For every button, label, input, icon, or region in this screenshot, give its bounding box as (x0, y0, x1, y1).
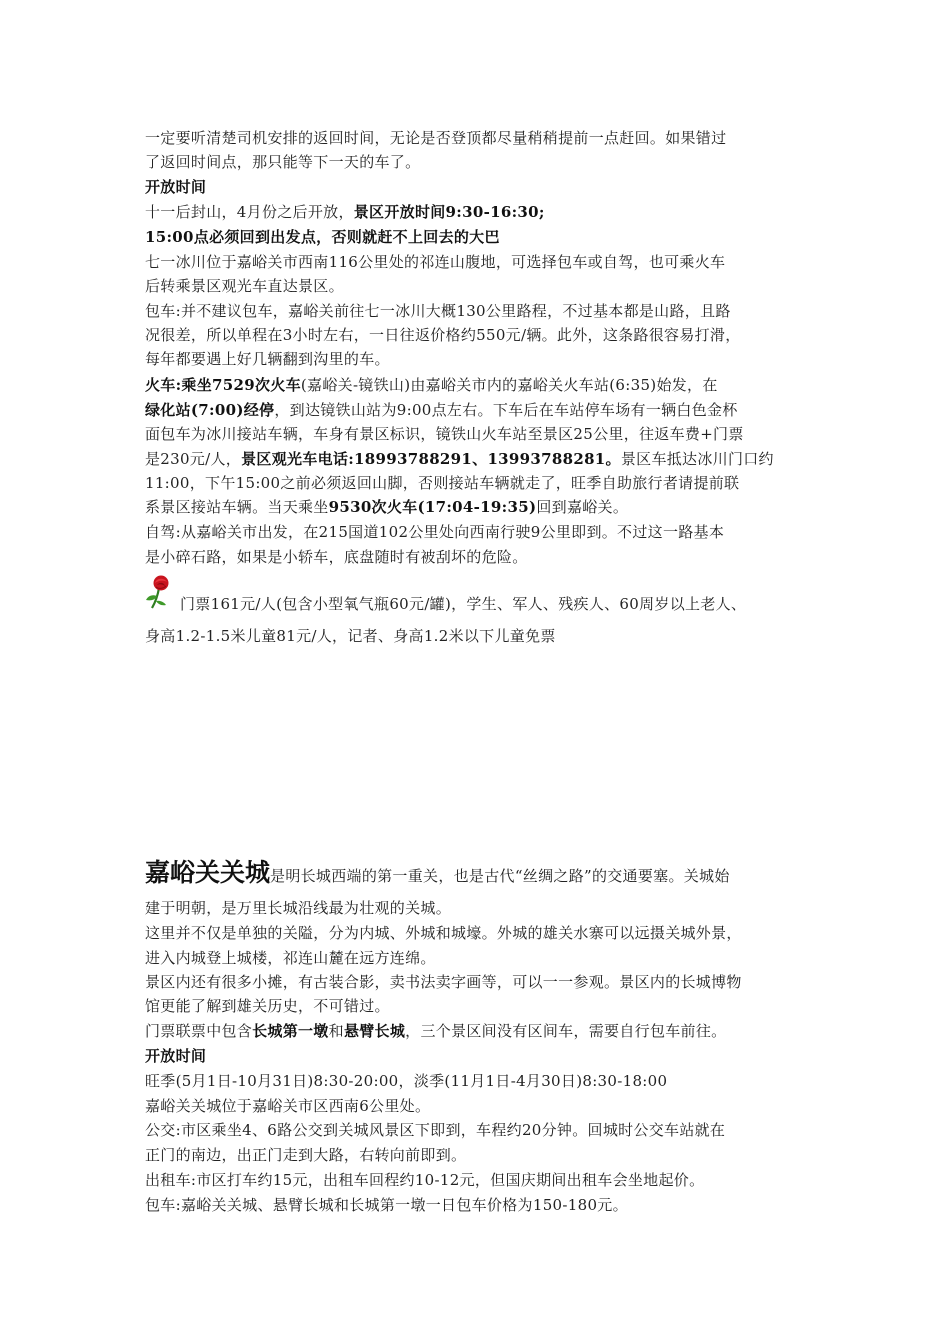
charter-line-2: 况很差，所以单程在3小时左右，一日往返价格约550元/辆。此外，这条路很容易打滑， (145, 326, 741, 344)
self-drive-line-1: 自驾:从嘉峪关市出发，在215国道102公里处向西南行驶9公里即到。不过这一路基本 (145, 523, 725, 541)
shuttle-phone: 景区观光车电话:18993788291、13993788281。 (241, 450, 621, 468)
ticket-line-1: 门票161元/人(包含小型氧气瓶60元/罐)，学生、军人、残疾人、60周岁以上老人、 (180, 595, 747, 613)
open-hours-text: 十一后封山，4月份之后开放， (145, 203, 354, 221)
open-hours-time: 景区开放时间9:30-16:30; (353, 203, 545, 221)
return-deadline: 15:00点必须回到出发点，否则就赶不上回去的大巴 (145, 228, 500, 246)
return-destination: 回到嘉峪关。 (536, 498, 629, 516)
train-stop: 绿化站(7:00)经停 (145, 401, 275, 419)
jyg-paragraph3-line-2: 馆更能了解到雄关历史，不可错过。 (145, 997, 390, 1015)
jyg-taxi: 出租车:市区打车约15元，出租车回程约10-12元，但国庆期间出租车会坐地起价。 (145, 1171, 705, 1189)
jyg-intro-line-2: 建于明朝，是万里长城沿线最为壮观的关城。 (145, 899, 452, 917)
train-line-4 (145, 447, 815, 471)
train-number: 火车:乘坐7529次火车 (145, 376, 301, 394)
jyg-charter: 包车:嘉峪关关城、悬臂长城和长城第一墩一日包车价格为150-180元。 (145, 1196, 628, 1214)
ticket-line-2: 身高1.2-1.5米儿童81元/人，记者、身高1.2米以下儿童免票 (145, 627, 556, 645)
self-drive-line-2: 是小碎石路，如果是小轿车，底盘随时有被刮坏的危险。 (145, 548, 528, 566)
section-title-tail: 是明长城西端的第一重关，也是古代“丝绸之路”的交通要塞。关城始 (270, 867, 730, 885)
shuttle-arrival: 景区车抵达冰川门口约 (620, 450, 774, 468)
jyg-paragraph2-line-1: 这里并不仅是单独的关隘，分为内城、外城和城壕。外城的雄关水寨可以远摄关城外景， (145, 924, 742, 942)
jyg-open-hours-heading: 开放时间 (145, 1047, 207, 1065)
open-hours-line-1 (145, 200, 815, 224)
intro-line-1: 一定要听清楚司机安排的返回时间，无论是否登顶都尽量稍稍提前一点赶回。如果错过 (145, 129, 727, 147)
jyg-location: 嘉峪关关城位于嘉峪关市区西南6公里处。 (145, 1097, 431, 1115)
section-title-line (145, 857, 815, 892)
combo-ticket-text: 门票联票中包含 (145, 1022, 253, 1040)
jyg-ticket-line (145, 1019, 815, 1043)
charter-line-1: 包车:并不建议包车，嘉峪关前往七一冰川大概130公里路程，不过基本都是山路，且路 (145, 302, 731, 320)
train-line-6 (145, 495, 815, 519)
intro-line-2: 了返回时间点，那只能等下一天的车了。 (145, 153, 421, 171)
combo-ticket-note: ，三个景区间没有区间车，需要自行包车前往。 (405, 1022, 727, 1040)
section-title: 嘉峪关关城 (145, 858, 271, 887)
train-route: (嘉峪关-镜铁山)由嘉峪关市内的嘉峪关火车站(6:35)始发，在 (300, 376, 718, 394)
train-fare: 是230元/人， (145, 450, 242, 468)
jyg-bus-line-2: 正门的南边，出正门走到大路，右转向前即到。 (145, 1146, 467, 1164)
jyg-open-hours: 旺季(5月1日-10月31日)8:30-20:00，淡季(11月1日-4月30日)8:30-18:00 (145, 1072, 668, 1090)
charter-line-3: 每年都要遇上好几辆翻到沟里的车。 (145, 350, 390, 368)
jyg-paragraph2-line-2: 进入内城登上城楼，祁连山麓在远方连绵。 (145, 949, 436, 967)
jyg-bus-line-1: 公交:市区乘坐4、6路公交到关城风景区下即到，车程约20分钟。回城时公交车站就在 (145, 1121, 726, 1139)
first-pier-name: 长城第一墩 (252, 1022, 329, 1040)
open-hours-heading: 开放时间 (145, 178, 207, 196)
overhanging-wall-name: 悬臂长城 (343, 1022, 406, 1040)
location-line-1: 七一冰川位于嘉峪关市西南116公里处的祁连山腹地，可选择包车或自驾，也可乘火车 (145, 253, 726, 271)
train-arrival: ，到达镜铁山站为9:00点左右。下车后在车站停车场有一辆白色金杯 (274, 401, 738, 419)
jyg-paragraph3-line-1: 景区内还有很多小摊，有古装合影，卖书法卖字画等，可以一一参观。景区内的长城博物 (145, 973, 742, 991)
rose-icon (142, 574, 178, 610)
combo-ticket-and: 和 (328, 1022, 344, 1040)
location-line-2: 后转乘景区观光车直达景区。 (145, 277, 344, 295)
train-line-3: 面包车为冰川接站车辆，车身有景区标识，镜铁山火车站至景区25公里，往返车费+门票 (145, 425, 744, 443)
train-line-1 (145, 373, 815, 397)
return-train-number: 9530次火车(17:04-19:35) (328, 498, 537, 516)
train-line-2 (145, 398, 815, 422)
train-line-5: 11:00，下午15:00之前必须返回山脚，否则接站车辆就走了，旺季自助旅行者请提前联 (145, 474, 740, 492)
return-train-text: 系景区接站车辆。当天乘坐 (145, 498, 329, 516)
